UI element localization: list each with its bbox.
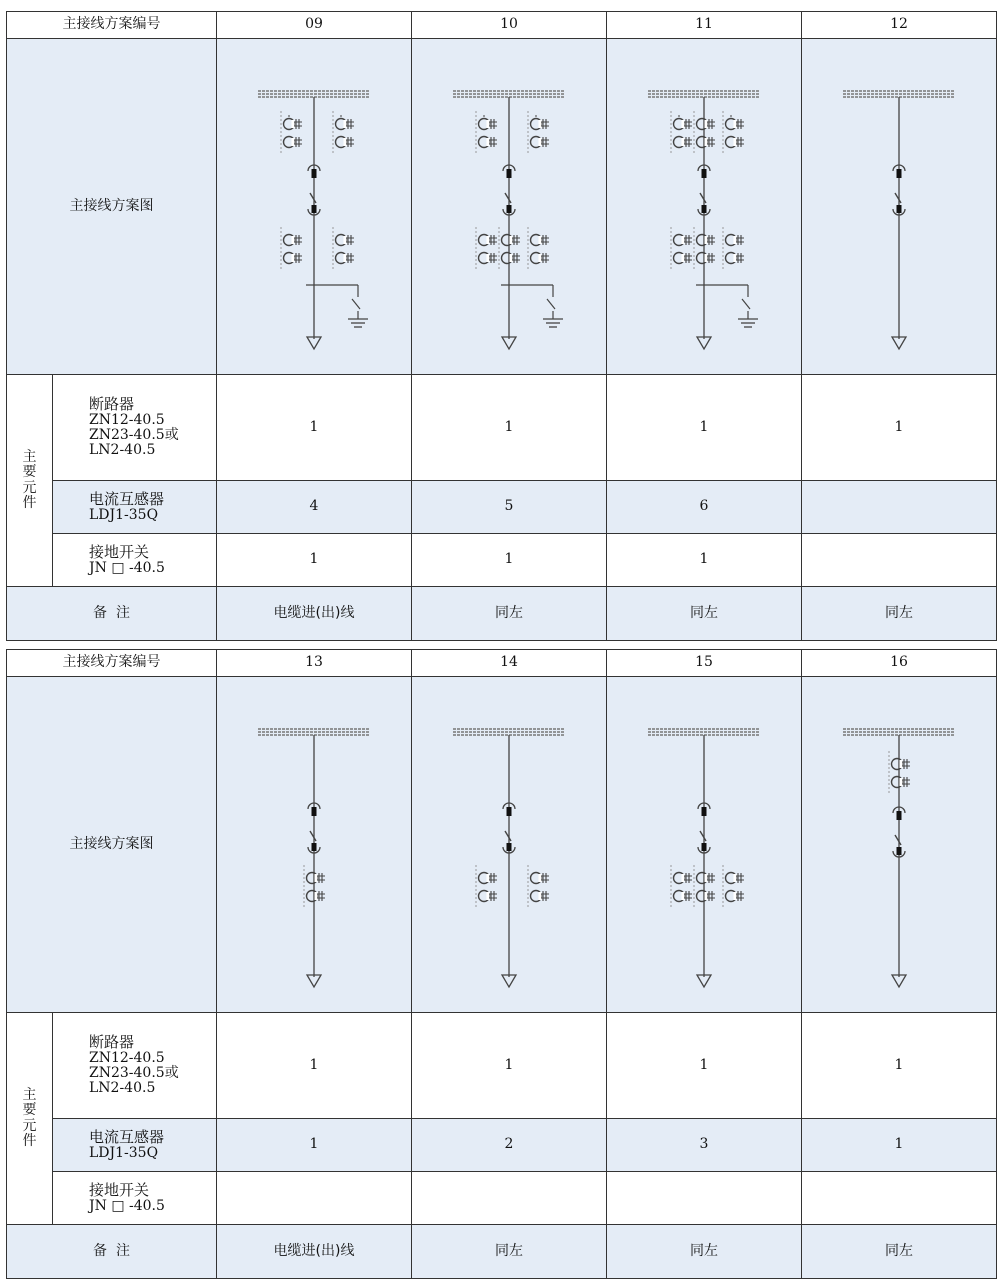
ct-name: 电流互感器 bbox=[89, 490, 165, 509]
current-transformer-icon bbox=[281, 111, 302, 155]
ct-qty: 2 bbox=[412, 1119, 607, 1172]
single-line-diagram bbox=[823, 695, 975, 995]
breaker-row bbox=[7, 1013, 997, 1119]
remark-label: 备 注 bbox=[7, 1225, 217, 1279]
current-transformer-icon bbox=[476, 865, 497, 909]
ct-qty: 4 bbox=[217, 481, 412, 534]
header-label: 主接线方案编号 bbox=[7, 650, 217, 677]
scheme-table bbox=[6, 11, 997, 641]
busbar bbox=[258, 729, 370, 735]
scheme-number: 12 bbox=[802, 12, 997, 39]
earth-switch-name: 接地开关 bbox=[89, 543, 150, 562]
ct-name: 电流互感器 bbox=[89, 1128, 165, 1147]
breaker-model: LN2-40.5 bbox=[89, 442, 156, 459]
single-line-diagram bbox=[823, 57, 975, 357]
busbar bbox=[453, 91, 565, 97]
diagram-cell bbox=[217, 39, 412, 375]
earth-switch-qty: 1 bbox=[217, 534, 412, 587]
earth-switch-icon bbox=[696, 285, 758, 327]
busbar bbox=[258, 91, 370, 97]
group-char: 件 bbox=[22, 1132, 37, 1149]
current-transformer-icon bbox=[671, 111, 692, 155]
current-transformer-icon bbox=[723, 111, 744, 155]
busbar bbox=[648, 729, 760, 735]
remark: 同左 bbox=[412, 1225, 607, 1279]
breaker-model: ZN12-40.5 bbox=[89, 1049, 165, 1066]
diagram-cell bbox=[607, 39, 802, 375]
earth-switch-icon bbox=[306, 285, 368, 327]
remark-row bbox=[7, 1225, 997, 1279]
earth-switch-qty bbox=[802, 534, 997, 587]
breaker-label bbox=[53, 1013, 217, 1119]
breaker-qty: 1 bbox=[607, 375, 802, 481]
earth-switch-qty bbox=[607, 1172, 802, 1225]
current-transformer-icon bbox=[476, 111, 497, 155]
group-char: 元 bbox=[22, 479, 37, 496]
breaker-qty: 1 bbox=[802, 375, 997, 481]
scheme-number: 10 bbox=[412, 12, 607, 39]
ct-qty: 1 bbox=[217, 1119, 412, 1172]
current-transformer-icon bbox=[528, 865, 549, 909]
current-transformer-icon bbox=[671, 227, 692, 271]
current-transformer-icon bbox=[528, 111, 549, 155]
single-line-diagram bbox=[628, 57, 780, 357]
current-transformer-icon bbox=[528, 227, 549, 271]
scheme-number: 16 bbox=[802, 650, 997, 677]
diagram-label: 主接线方案图 bbox=[7, 39, 217, 375]
scheme-number: 14 bbox=[412, 650, 607, 677]
current-transformer-icon bbox=[723, 227, 744, 271]
current-transformer-icon bbox=[333, 227, 354, 271]
diagram-cell bbox=[412, 39, 607, 375]
breaker-model: LN2-40.5 bbox=[89, 1080, 156, 1097]
single-line-diagram bbox=[238, 57, 390, 357]
breaker-name: 断路器 bbox=[89, 1033, 135, 1052]
breaker-label bbox=[53, 375, 217, 481]
breaker-model: ZN23-40.5或 bbox=[89, 1065, 179, 1082]
diagram-cell bbox=[412, 677, 607, 1013]
diagram-row bbox=[7, 677, 997, 1013]
group-char: 要 bbox=[22, 1102, 37, 1119]
diagram-row bbox=[7, 39, 997, 375]
group-char: 主 bbox=[22, 1086, 37, 1103]
ct-qty: 3 bbox=[607, 1119, 802, 1172]
earth-switch-name: 接地开关 bbox=[89, 1181, 150, 1200]
earth-switch-qty bbox=[412, 1172, 607, 1225]
earth-switch-qty bbox=[802, 1172, 997, 1225]
scheme-number: 15 bbox=[607, 650, 802, 677]
breaker-row bbox=[7, 375, 997, 481]
diagram-cell bbox=[607, 677, 802, 1013]
group-label bbox=[7, 375, 53, 587]
single-line-diagram bbox=[433, 695, 585, 995]
remark: 同左 bbox=[412, 587, 607, 641]
remark: 同左 bbox=[802, 587, 997, 641]
ct-row bbox=[7, 481, 997, 534]
diagram-cell bbox=[217, 677, 412, 1013]
breaker-name: 断路器 bbox=[89, 395, 135, 414]
busbar bbox=[648, 91, 760, 97]
breaker-qty: 1 bbox=[802, 1013, 997, 1119]
earth-switch-model: JN □ -40.5 bbox=[89, 559, 165, 576]
ct-label bbox=[53, 481, 217, 534]
scheme-number: 11 bbox=[607, 12, 802, 39]
group-char: 要 bbox=[22, 464, 37, 481]
group-char: 元 bbox=[22, 1117, 37, 1134]
breaker-model: ZN23-40.5或 bbox=[89, 427, 179, 444]
group-label bbox=[7, 1013, 53, 1225]
current-transformer-icon bbox=[723, 865, 744, 909]
scheme-number: 13 bbox=[217, 650, 412, 677]
single-line-diagram bbox=[628, 695, 780, 995]
header-row bbox=[7, 12, 997, 39]
earth-switch-row bbox=[7, 534, 997, 587]
breaker-qty: 1 bbox=[412, 1013, 607, 1119]
remark-row bbox=[7, 587, 997, 641]
scheme-number: 09 bbox=[217, 12, 412, 39]
header-label: 主接线方案编号 bbox=[7, 12, 217, 39]
breaker-qty: 1 bbox=[217, 1013, 412, 1119]
diagram-cell bbox=[802, 677, 997, 1013]
scheme-table bbox=[6, 649, 997, 1279]
remark: 同左 bbox=[607, 587, 802, 641]
breaker-qty: 1 bbox=[412, 375, 607, 481]
earth-switch-label bbox=[53, 1172, 217, 1225]
ct-qty bbox=[802, 481, 997, 534]
busbar bbox=[843, 91, 955, 97]
current-transformer-icon bbox=[281, 227, 302, 271]
diagram-cell bbox=[802, 39, 997, 375]
busbar bbox=[843, 729, 955, 735]
earth-switch-icon bbox=[501, 285, 563, 327]
header-row bbox=[7, 650, 997, 677]
ct-qty: 6 bbox=[607, 481, 802, 534]
earth-switch-qty: 1 bbox=[412, 534, 607, 587]
remark: 同左 bbox=[802, 1225, 997, 1279]
remark: 电缆进(出)线 bbox=[217, 1225, 412, 1279]
remark: 同左 bbox=[607, 1225, 802, 1279]
ct-model: LDJ1-35Q bbox=[89, 1144, 159, 1161]
single-line-diagram bbox=[238, 695, 390, 995]
remark-label: 备 注 bbox=[7, 587, 217, 641]
current-transformer-icon bbox=[333, 111, 354, 155]
busbar bbox=[453, 729, 565, 735]
group-char: 件 bbox=[22, 494, 37, 511]
diagram-label: 主接线方案图 bbox=[7, 677, 217, 1013]
scheme-table-09-12 bbox=[6, 11, 996, 640]
group-char: 主 bbox=[22, 448, 37, 465]
earth-switch-row bbox=[7, 1172, 997, 1225]
earth-switch-qty: 1 bbox=[607, 534, 802, 587]
ct-model: LDJ1-35Q bbox=[89, 506, 159, 523]
scheme-table-13-16 bbox=[6, 649, 996, 1278]
breaker-model: ZN12-40.5 bbox=[89, 411, 165, 428]
current-transformer-icon bbox=[476, 227, 497, 271]
ct-label bbox=[53, 1119, 217, 1172]
current-transformer-icon bbox=[671, 865, 692, 909]
ct-qty: 1 bbox=[802, 1119, 997, 1172]
single-line-diagram bbox=[433, 57, 585, 357]
remark: 电缆进(出)线 bbox=[217, 587, 412, 641]
earth-switch-label bbox=[53, 534, 217, 587]
ct-row bbox=[7, 1119, 997, 1172]
ct-qty: 5 bbox=[412, 481, 607, 534]
earth-switch-model: JN □ -40.5 bbox=[89, 1197, 165, 1214]
breaker-qty: 1 bbox=[607, 1013, 802, 1119]
earth-switch-qty bbox=[217, 1172, 412, 1225]
breaker-qty: 1 bbox=[217, 375, 412, 481]
